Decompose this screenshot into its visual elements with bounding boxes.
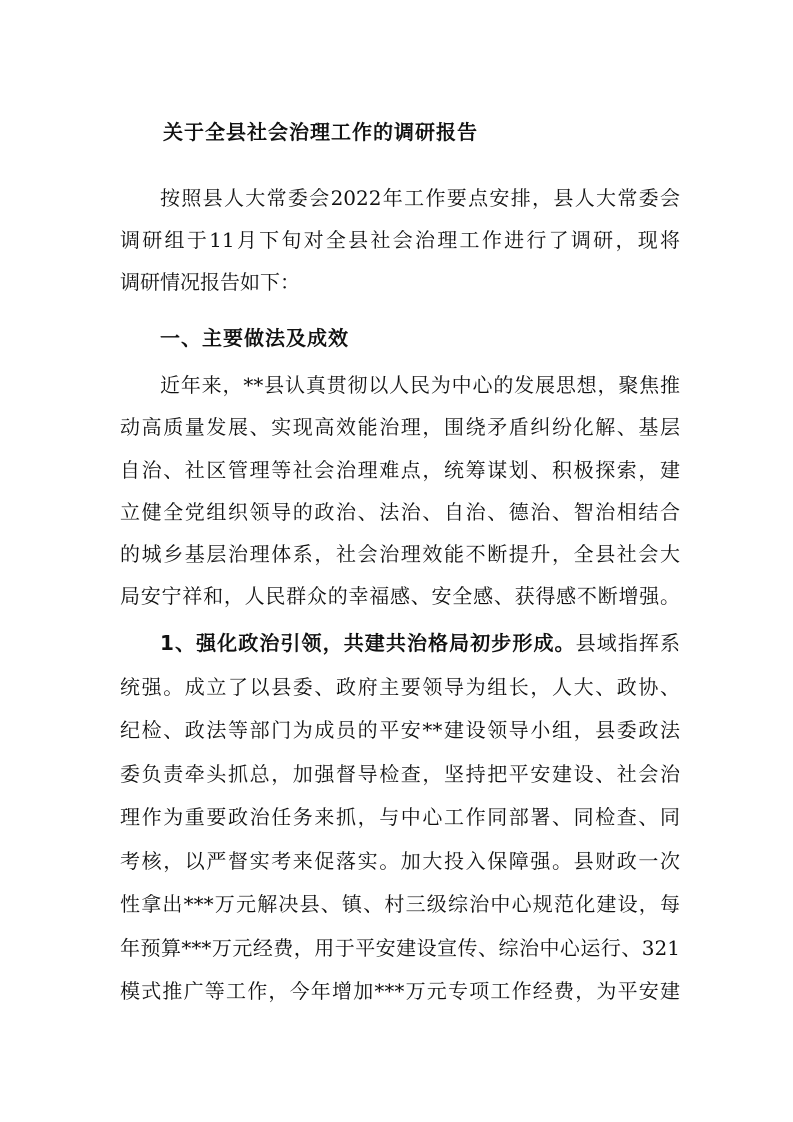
section1-line-6: 局安宁祥和，人民群众的幸福感、安全感、获得感不断增强。: [120, 584, 680, 608]
section1-line-4: 立健全党组织领导的政治、法治、自治、德治、智治相结合: [120, 500, 680, 524]
item1-line-8: 年预算***万元经费，用于平安建设宣传、综治中心运行、321: [120, 936, 680, 960]
item1-line-6: 考核，以严督实考来促落实。加大投入保障强。县财政一次: [120, 849, 680, 873]
item1-bold-lead: 1、强化政治引领，共建共治格局初步形成。: [160, 631, 576, 655]
section1-line-3: 自治、社区管理等社会治理难点，统筹谋划、积极探索，建: [120, 458, 680, 482]
item1-line-7: 性拿出***万元解决县、镇、村三级综治中心规范化建设，每: [120, 892, 680, 916]
intro-line-2: 调研组于11月下旬对全县社会治理工作进行了调研，现将: [120, 228, 680, 252]
item1-line-3: 纪检、政法等部门为成员的平安**建设领导小组，县委政法: [120, 718, 680, 742]
document-title: 关于全县社会治理工作的调研报告: [163, 120, 478, 144]
intro-line-3: 调研情况报告如下：: [120, 270, 300, 294]
item1-line-2: 统强。成立了以县委、政府主要领导为组长，人大、政协、: [120, 675, 680, 699]
item1-line-9: 模式推广等工作，今年增加***万元专项工作经费，为平安建: [120, 979, 680, 1003]
section1-line-5: 的城乡基层治理体系，社会治理效能不断提升，全县社会大: [120, 542, 680, 566]
item1-line-5: 理作为重要政治任务来抓，与中心工作同部署、同检查、同: [120, 805, 680, 829]
section1-line-1: 近年来，**县认真贯彻以人民为中心的发展思想，聚焦推: [160, 373, 680, 397]
intro-line-1: 按照县人大常委会2022年工作要点安排，县人大常委会: [160, 186, 680, 210]
item1-first-line-rest: 县域指挥系: [575, 631, 681, 655]
item1-line-4: 委负责牵头抓总，加强督导检查，坚持把平安建设、社会治: [120, 762, 680, 786]
item1-first-line: [160, 629, 680, 657]
section-heading: 一、主要做法及成效: [160, 326, 349, 350]
section1-line-2: 动高质量发展、实现高效能治理，围绕矛盾纠纷化解、基层: [120, 415, 680, 439]
